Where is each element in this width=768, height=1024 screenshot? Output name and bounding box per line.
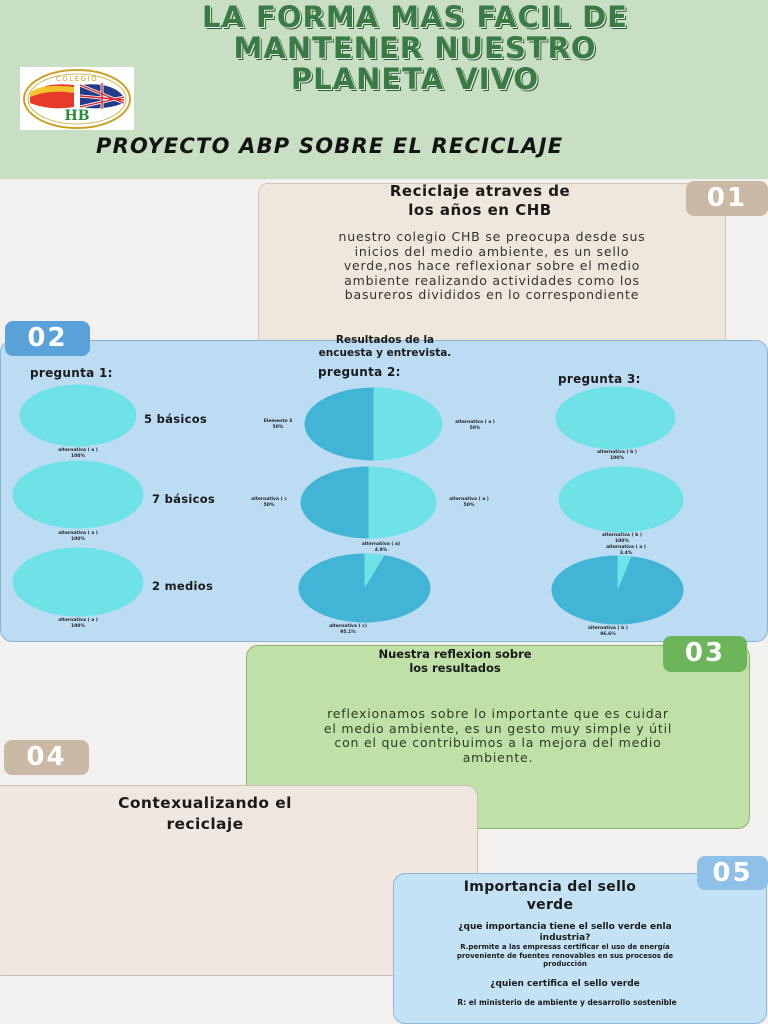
school-logo (20, 67, 134, 130)
pie-slice (299, 554, 431, 623)
pie-label-q2-r2-left-pct: 50% (263, 502, 275, 508)
pie-label-q1-r1-pct: 100% (71, 453, 85, 459)
section-1-title-line-2: los años en CHB (408, 201, 552, 219)
section-3-body (250, 707, 746, 765)
pie-label-q3-r2-pct: 100% (615, 538, 629, 544)
pie-label-q2-r2-left (247, 497, 291, 508)
pie-label-q1-r3 (56, 618, 100, 629)
question-2-label: pregunta 2: (318, 365, 401, 379)
section-5-a1-line-3: producción (543, 960, 587, 968)
logo-letters: HB (64, 108, 90, 124)
pie-q1-7basicos (12, 460, 144, 529)
pie-label-q1-r3-pct: 100% (71, 623, 85, 629)
pie-label-q1-r1 (56, 448, 100, 459)
pie-q2-2medios (298, 553, 431, 623)
section-1-line-2: inicios del medio ambiente, es un sello (354, 243, 630, 259)
pie-slice (374, 388, 443, 461)
pie-slice (305, 388, 374, 461)
section-1-badge: 01 (686, 181, 768, 216)
pie-label-q3-r2-text: alternativa ( b ) (602, 533, 642, 538)
section-3-line-3: con el que contribuimos a la mejora del medio (334, 735, 662, 750)
section-5-q1-line-2: industria? (539, 932, 591, 943)
section-3-line-4: ambiente. (462, 749, 534, 765)
section-5-q1-line-1: ¿que importancia tiene el sello verde enla (458, 922, 672, 932)
pie-slice (556, 387, 676, 450)
section-4-title-line-2: reciclaje (166, 815, 244, 833)
section-1-title-line-1: Reciclaje atraves de (389, 182, 571, 200)
section-5-a1-line-1: R.permite a las empresas certificar el uso de energía (460, 943, 670, 951)
section-3-title-line-1: Nuestra reflexion sobre (378, 647, 532, 661)
pie-label-q3-r3-bottom-pct: 96.6% (600, 631, 616, 637)
section-5-a1-line-2: proveniente de fuentes renovables en sus procesos de (456, 951, 674, 960)
pie-label-q2-r3-top-pct: 4.9% (374, 547, 388, 553)
pie-slice (369, 467, 437, 539)
pie-slice (20, 385, 137, 447)
pie-slice (552, 556, 684, 625)
page-subtitle: PROYECTO ABP SOBRE EL RECICLAJE (96, 134, 564, 158)
pie-label-q2-r1-left (258, 419, 298, 430)
pie-label-q3-r1 (594, 450, 640, 461)
pie-slice (13, 461, 144, 529)
question-1-label: pregunta 1: (30, 366, 113, 380)
pie-q2-5basicos (304, 387, 443, 461)
section-1-line-3: verde,nos hace reflexionar sobre el medio (343, 258, 641, 273)
section-2-title-line-1: Resultados de la (335, 334, 435, 346)
pie-label-q3-r1-pct: 100% (610, 455, 624, 461)
section-1-line-4: ambiente realizando actividades como los (344, 272, 640, 288)
title-line-2: MANTENER NUESTRO (233, 31, 597, 65)
logo-top-text: COLEGIO (55, 75, 99, 83)
title-line-3: PLANETA VIVO (290, 62, 540, 96)
section-5-title (405, 878, 695, 914)
pie-q1-2medios (12, 547, 144, 617)
section-5-answer-2: R: el ministerio de ambiente y desarrollo sostenible (457, 998, 677, 1007)
section-5-badge: 05 (697, 856, 768, 890)
pie-label-q1-r3-text: alternativa ( a ) (58, 618, 98, 623)
pie-q3-7basicos (558, 466, 684, 533)
pie-label-q2-r2-right-pct: 50% (463, 502, 475, 508)
pie-label-q1-r2-pct: 100% (71, 536, 85, 542)
pie-label-q1-r1-text: alternativa ( a ) (58, 448, 98, 453)
section-2-badge: 02 (5, 321, 90, 356)
pie-label-q2-r1-left-pct: 50% (272, 424, 284, 430)
pie-label-q2-r2-right (446, 497, 492, 508)
pie-label-q2-r1-right-pct: 50% (469, 425, 481, 431)
pie-label-q2-r3-top (358, 542, 404, 553)
pie-label-q2-r3-bottom-text: alternativa ( c) (329, 624, 367, 629)
pie-label-q2-r1-left-text: Elemento 3 (263, 419, 293, 424)
section-1-title (300, 182, 660, 220)
pie-label-q2-r2-right-text: alternativa ( a ) (449, 497, 489, 502)
section-3-line-2: el medio ambiente, es un gesto muy simple y útil (323, 720, 673, 736)
pie-label-q3-r3-top (603, 545, 649, 556)
section-1-body (262, 230, 722, 303)
section-5-answer-1 (398, 943, 732, 969)
pie-q3-2medios (551, 555, 684, 625)
pie-label-q3-r1-text: alternativa ( b ) (597, 450, 637, 455)
section-5-title-line-2: verde (526, 897, 574, 913)
pie-label-q2-r1-right-text: alternativa ( a ) (455, 420, 495, 425)
pie-label-q3-r2 (599, 533, 645, 544)
section-3-badge: 03 (663, 636, 747, 672)
pie-slice (301, 467, 369, 539)
pie-label-q3-r3-top-text: alternativa ( a ) (606, 545, 646, 550)
level-2-medios: 2 medios (152, 579, 214, 593)
section-1-line-1: nuestro colegio CHB se preocupa desde sus (338, 229, 646, 244)
section-4-title-line-1: Contexualizando el (118, 794, 292, 812)
section-4-title (40, 793, 370, 835)
question-3-label: pregunta 3: (558, 372, 641, 386)
pie-label-q2-r2-left-text: alternativa ( c (251, 497, 287, 502)
pie-q1-5basicos (19, 384, 137, 447)
level-7-basicos: 7 básicos (152, 492, 216, 506)
level-5-basicos: 5 básicos (144, 412, 208, 426)
pie-label-q1-r2 (56, 531, 100, 542)
section-2-title (250, 334, 520, 360)
section-5-question-1 (398, 922, 732, 943)
pie-slice (559, 467, 684, 533)
pie-slice (13, 548, 144, 617)
section-4-badge: 04 (4, 740, 89, 775)
section-5-question-2: ¿quien certifica el sello verde (490, 979, 640, 989)
section-3-title-line-2: los resultados (409, 661, 501, 675)
page-title (100, 2, 730, 95)
section-3-line-1: reflexionamos sobre lo importante que es cuidar (327, 706, 669, 721)
title-line-1: LA FORMA MAS FACIL DE (202, 0, 628, 34)
section-5-title-line-1: Importancia del sello (463, 879, 637, 895)
pie-label-q2-r3-top-text: alternativa ( a) (361, 542, 401, 547)
section-3-title (340, 647, 570, 675)
pie-label-q1-r2-text: alternativa ( a ) (58, 531, 98, 536)
section-1-line-5: basureros divididos en lo correspondiente (344, 287, 640, 302)
pie-q2-7basicos (300, 466, 437, 539)
pie-label-q2-r3-bottom (325, 624, 371, 635)
pie-label-q3-r3-top-pct: 3.4% (619, 550, 633, 556)
pie-label-q2-r3-bottom-pct: 95.1% (340, 629, 356, 635)
pie-label-q3-r3-bottom (585, 626, 631, 637)
pie-q3-5basicos (555, 386, 676, 450)
pie-label-q2-r1-right (452, 420, 498, 431)
section-2-title-line-2: encuesta y entrevista. (318, 347, 452, 359)
pie-label-q3-r3-bottom-text: alternativa ( b ) (588, 626, 628, 631)
